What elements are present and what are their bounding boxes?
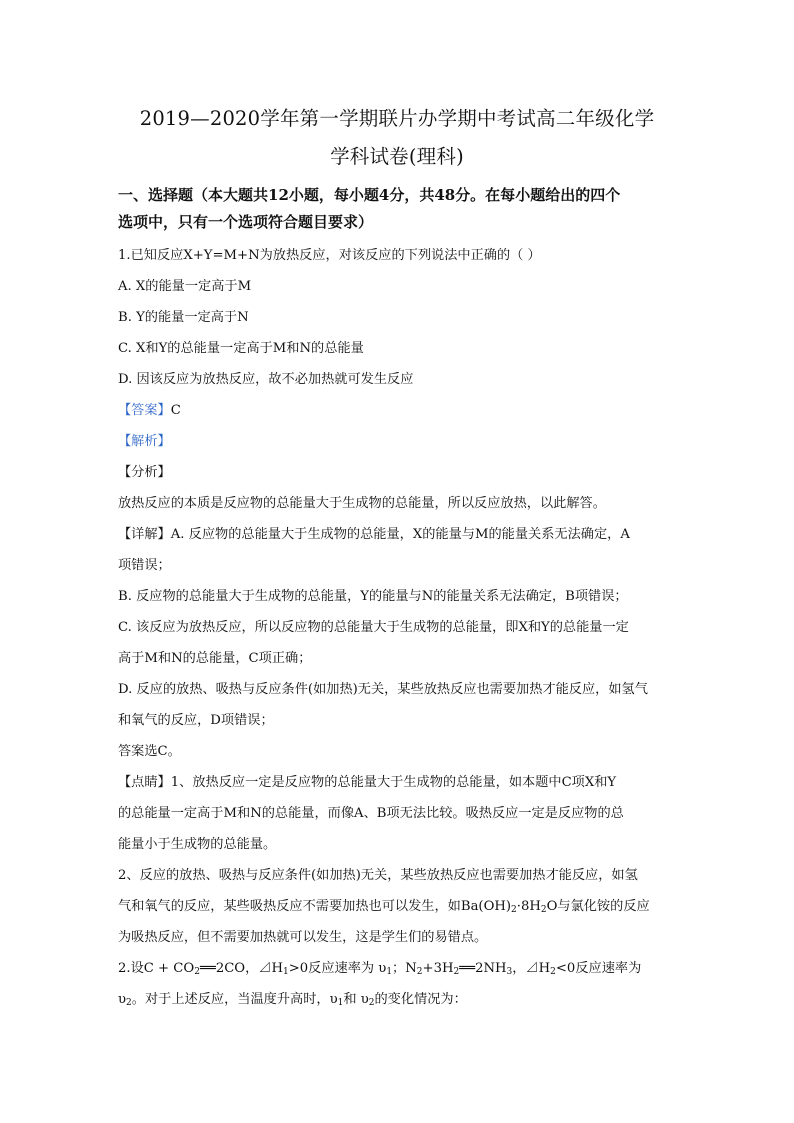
analysis-row (118, 426, 676, 457)
dianjing-2b-pre: 气和氧气的反应，某些吸热反应不需要加热也可以发生，如Ba(OH) (118, 899, 512, 914)
question-1-option-c: C. X和Y的总能量一定高于M和N的总能量 (118, 341, 364, 356)
q2-l2-d: 的变化情况为： (374, 992, 467, 1007)
question-1-option-b: B. Y的能量一定高于N (118, 310, 249, 325)
answer-tag: 【答案】 (118, 403, 171, 418)
dianjing-1b: 的总能量一定高于M和N的总能量，而像A、B项无法比较。吸热反应一定是反应物的总 (118, 806, 624, 821)
fenxi-text: 放热反应的本质是反应物的总能量大于生成物的总能量，所以反应放热，以此解答。 (118, 496, 606, 511)
q2-l1-a: 2.设C + CO (118, 961, 195, 976)
q2-l2-b: 。对于上述反应，当温度升高时，υ (131, 992, 338, 1007)
answer-row (118, 395, 676, 426)
q2-l1-sub5: 2 (453, 967, 460, 977)
q2-l2-sub3: 2 (368, 998, 375, 1008)
q2-l1-sub1: 2 (194, 967, 200, 977)
section-one-header (118, 182, 676, 236)
q2-l1-b: ══2CO，⊿H (199, 961, 283, 976)
detail-a-text: A. 反应物的总能量大于生成物的总能量，X的能量与M的能量关系无法确定，A (170, 527, 630, 542)
q2-l1-sub7: 2 (550, 967, 556, 977)
q2-l1-sub3: 1 (386, 967, 393, 977)
q2-l1-e: +3H (422, 961, 454, 976)
dianjing-1a: 1、放热反应一定是反应物的总能量大于生成物的总能量，如本题中C项X和Y (170, 775, 617, 790)
question-2-line1 (118, 953, 676, 984)
detail-c-line2: 高于M和N的总能量，C项正确； (118, 651, 312, 666)
question-1-stem: 1.已知反应X+Y=M+N为放热反应，对该反应的下列说法中正确的（ ） (118, 248, 541, 263)
conclusion: 答案选C。 (118, 744, 181, 759)
exam-title-line2: 学科试卷(理科) (330, 145, 464, 168)
detail-a-row (118, 519, 676, 550)
question-2 (118, 953, 676, 1015)
detail-tag: 【详解】 (118, 527, 171, 542)
question-2-line2 (118, 984, 676, 1015)
section-one-header-line2: 选项中，只有一个选项符合题目要求） (118, 213, 374, 231)
dianjing-1c: 能量小于生成物的总能量。 (118, 837, 277, 852)
q2-l2-a: υ (118, 992, 127, 1007)
q2-l1-d: ；N (392, 961, 417, 976)
question-1-option-d: D. 因该反应为放热反应，故不必加热就可发生反应 (118, 372, 414, 387)
fenxi-row (118, 457, 676, 488)
analysis-tag: 【解析】 (118, 434, 171, 449)
q2-l1-g: ，⊿H (512, 961, 551, 976)
exam-title-line1: 2019—2020学年第一学期联片办学期中考试高二年级化学 (139, 107, 655, 130)
question-1-option-a: A. X的能量一定高于M (118, 279, 252, 294)
dianjing-2b-sub2: 2 (540, 905, 547, 915)
dianjing-2a: 2、反应的放热、吸热与反应条件(如加热)无关，某些放热反应也需要加热才能反应，如氢 (118, 868, 638, 883)
answer-value: C (170, 403, 181, 418)
detail-b: B. 反应物的总能量大于生成物的总能量，Y的能量与N的能量关系无法确定，B项错误； (118, 589, 628, 604)
section-one-header-line1: 一、选择题（本大题共12小题，每小题4分，共48分。在每小题给出的四个 (118, 186, 621, 204)
q2-l1-f: ══2NH (459, 961, 507, 976)
q2-l2-c: 和 υ (343, 992, 369, 1007)
q2-l1-sub2: 1 (282, 967, 289, 977)
dianjing-2b-mid: ·8H (516, 899, 541, 914)
q2-l1-sub6: 3 (506, 967, 513, 977)
detail-c-line1: C. 该反应为放热反应，所以反应物的总能量大于生成物的总能量，即X和Y的总能量一定 (118, 620, 629, 635)
dianjing-2b-post: O与氯化铵的反应 (546, 899, 650, 914)
dianjing-2c: 为吸热反应，但不需要加热就可以发生，这是学生们的易错点。 (118, 930, 488, 945)
question-1 (118, 240, 676, 953)
detail-d-line1: D. 反应的放热、吸热与反应条件(如加热)无关，某些放热反应也需要加热才能反应，如氢气 (118, 682, 648, 697)
q2-l1-sub4: 2 (416, 967, 423, 977)
dianjing-row-1 (118, 767, 676, 798)
detail-d-line2: 和氧气的反应，D项错误； (118, 713, 274, 728)
dianjing-2b (118, 891, 676, 922)
detail-a-cont: 项错误； (118, 558, 171, 573)
dianjing-2b-sub1: 2 (511, 905, 517, 915)
exam-title (118, 100, 676, 176)
q2-l1-c: >0反应速率为 υ (288, 961, 387, 976)
q2-l2-sub1: 2 (126, 998, 132, 1008)
fenxi-tag: 【分析】 (118, 465, 171, 480)
q2-l2-sub2: 1 (337, 998, 344, 1008)
q2-l1-h: <0反应速率为 (555, 961, 642, 976)
dianjing-tag: 【点睛】 (118, 775, 171, 790)
